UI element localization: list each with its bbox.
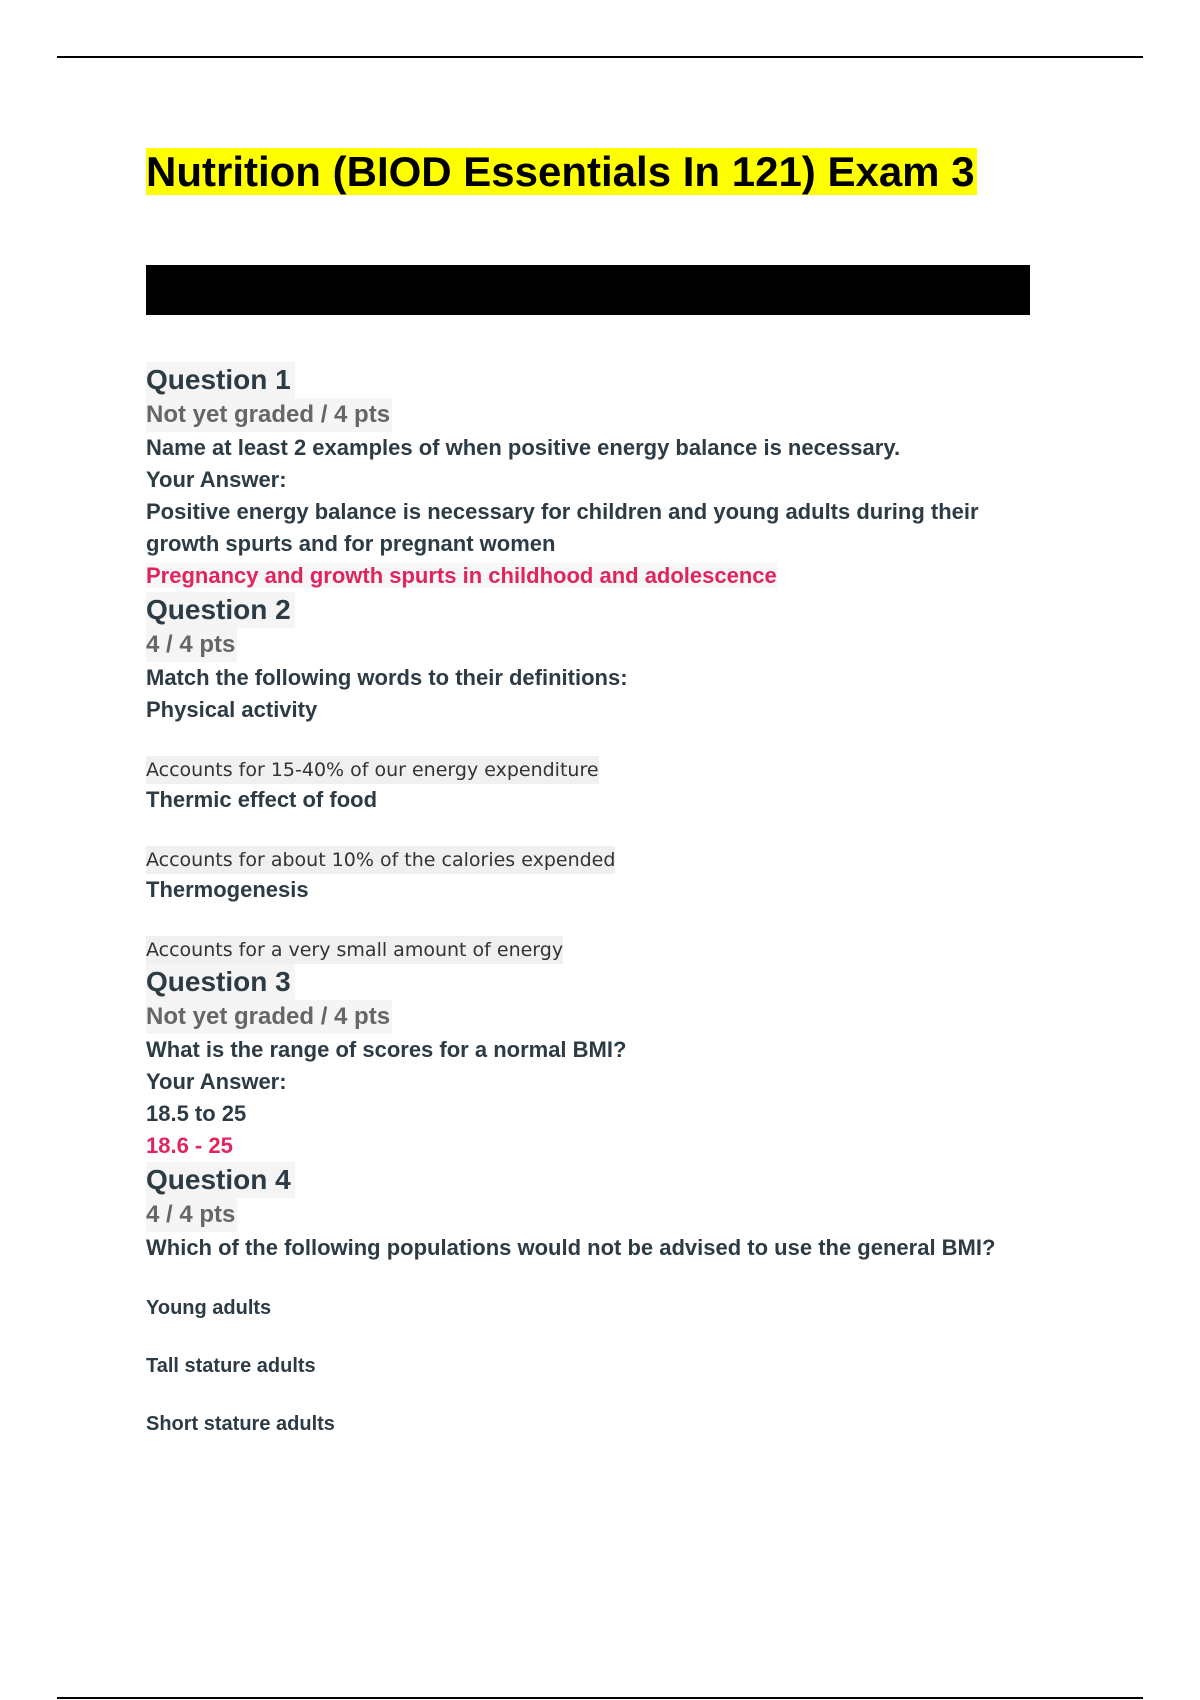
your-answer-line: growth spurts and for pregnant women <box>146 531 556 556</box>
question-2 <box>146 592 1106 964</box>
match-term: Physical activity <box>146 697 318 722</box>
question-heading: Question 4 <box>146 1162 295 1198</box>
correct-answer: 18.6 - 25 <box>146 1133 233 1158</box>
document-title: Nutrition (BIOD Essentials In 121) Exam 3 <box>146 148 975 195</box>
question-prompt: Match the following words to their definitions: <box>146 665 628 690</box>
question-1 <box>146 362 1106 592</box>
correct-answer: Pregnancy and growth spurts in childhood and adolescence <box>146 563 777 588</box>
match-definition[interactable]: Accounts for a very small amount of energy <box>146 936 563 964</box>
question-heading: Question 3 <box>146 964 295 1000</box>
question-heading: Question 2 <box>146 592 295 628</box>
your-answer: 18.5 to 25 <box>146 1101 247 1126</box>
questions-list <box>146 362 1106 1438</box>
answer-option[interactable]: Tall stature adults <box>146 1355 316 1377</box>
question-3 <box>146 964 1106 1162</box>
bottom-rule <box>57 1697 1143 1699</box>
match-term: Thermogenesis <box>146 877 309 902</box>
question-prompt: What is the range of scores for a normal BMI? <box>146 1037 627 1062</box>
match-definition[interactable]: Accounts for 15-40% of our energy expenditure <box>146 756 599 784</box>
question-prompt: Name at least 2 examples of when positive energy balance is necessary. <box>146 435 901 460</box>
redaction-bar <box>146 265 1030 315</box>
your-answer-label: Your Answer: <box>146 467 287 492</box>
match-term: Thermic effect of food <box>146 787 378 812</box>
your-answer-label: Your Answer: <box>146 1069 287 1094</box>
question-heading: Question 1 <box>146 362 295 398</box>
question-points: 4 / 4 pts <box>146 628 237 662</box>
match-definition[interactable]: Accounts for about 10% of the calories expended <box>146 846 615 874</box>
question-4 <box>146 1162 1106 1438</box>
question-points: Not yet graded / 4 pts <box>146 1000 392 1034</box>
question-points: 4 / 4 pts <box>146 1198 237 1232</box>
question-prompt: Which of the following populations would not be advised to use the general BMI? <box>146 1235 996 1260</box>
question-points: Not yet graded / 4 pts <box>146 398 392 432</box>
your-answer-line: Positive energy balance is necessary for children and young adults during their <box>146 499 979 524</box>
answer-option[interactable]: Young adults <box>146 1297 272 1319</box>
top-rule <box>57 56 1143 58</box>
answer-option[interactable]: Short stature adults <box>146 1413 335 1435</box>
